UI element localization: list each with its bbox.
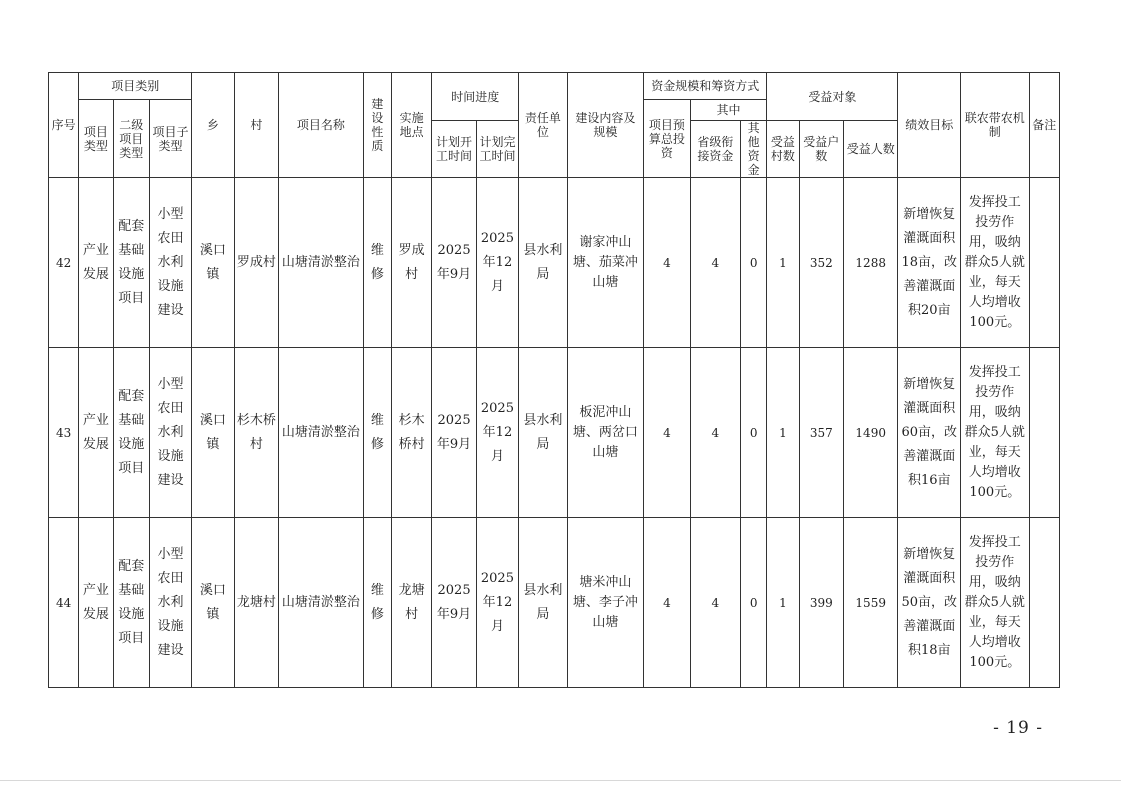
cell-people: 1559 [843, 518, 897, 688]
cell-sub-type: 小型农田水利设施建设 [149, 348, 191, 518]
cell-other: 0 [741, 348, 767, 518]
header-sub-type: 项目子类型 [149, 100, 191, 178]
header-schedule-group: 时间进度 [432, 73, 519, 121]
cell-other: 0 [741, 178, 767, 348]
cell-start: 2025年9月 [432, 348, 476, 518]
header-total-budget: 项目预算总投资 [644, 100, 690, 178]
cell-project-name: 山塘清淤整治 [279, 518, 364, 688]
cell-villages: 1 [767, 178, 799, 348]
cell-villages: 1 [767, 518, 799, 688]
cell-seq: 44 [49, 518, 79, 688]
cell-end: 2025年12月 [476, 348, 518, 518]
cell-project-name: 山塘清淤整治 [279, 348, 364, 518]
header-farmer-link: 联农带农机制 [960, 73, 1029, 178]
cell-seq: 43 [49, 348, 79, 518]
cell-households: 352 [799, 178, 843, 348]
cell-provincial: 4 [690, 518, 740, 688]
header-plan-start: 计划开工时间 [432, 121, 476, 178]
cell-performance: 新增恢复灌溉面积18亩，改善灌溉面积20亩 [898, 178, 961, 348]
cell-sub-type: 小型农田水利设施建设 [149, 518, 191, 688]
cell-households: 399 [799, 518, 843, 688]
cell-project-type: 产业发展 [79, 348, 113, 518]
cell-households: 357 [799, 348, 843, 518]
cell-nature: 维修 [363, 518, 391, 688]
header-people: 受益人数 [843, 121, 897, 178]
cell-total: 4 [644, 178, 690, 348]
cell-remarks [1029, 348, 1059, 518]
header-plan-end: 计划完工时间 [476, 121, 518, 178]
cell-content: 塘米冲山塘、李子冲山塘 [567, 518, 644, 688]
header-funding-group: 资金规模和筹资方式 [644, 73, 767, 100]
header-provincial: 省级衔接资金 [690, 121, 740, 178]
cell-secondary-type: 配套基础设施项目 [113, 518, 149, 688]
cell-site: 杉木桥村 [392, 348, 432, 518]
cell-town: 溪口镇 [192, 178, 234, 348]
cell-performance: 新增恢复灌溉面积60亩，改善灌溉面积16亩 [898, 348, 961, 518]
header-beneficiary-group: 受益对象 [767, 73, 898, 121]
header-town: 乡 [192, 73, 234, 178]
cell-start: 2025年9月 [432, 178, 476, 348]
cell-village: 罗成村 [234, 178, 278, 348]
cell-responsible: 县水利局 [519, 348, 567, 518]
project-table [48, 72, 1060, 688]
header-secondary-type: 二级项目类型 [113, 100, 149, 178]
header-village: 村 [234, 73, 278, 178]
cell-villages: 1 [767, 348, 799, 518]
header-remarks: 备注 [1029, 73, 1059, 178]
cell-people: 1288 [843, 178, 897, 348]
cell-secondary-type: 配套基础设施项目 [113, 348, 149, 518]
header-construction-nature: 建设性质 [363, 73, 391, 178]
cell-nature: 维修 [363, 348, 391, 518]
cell-site: 龙塘村 [392, 518, 432, 688]
table-row [49, 518, 1060, 688]
header-seq: 序号 [49, 73, 79, 178]
cell-content: 谢家冲山塘、茄菜冲山塘 [567, 178, 644, 348]
cell-other: 0 [741, 518, 767, 688]
header-households: 受益户数 [799, 121, 843, 178]
header-project-name: 项目名称 [279, 73, 364, 178]
cell-remarks [1029, 518, 1059, 688]
header-villages-benefited: 受益村数 [767, 121, 799, 178]
header-category-group: 项目类别 [79, 73, 192, 100]
cell-remarks [1029, 178, 1059, 348]
header-responsible: 责任单位 [519, 73, 567, 178]
cell-responsible: 县水利局 [519, 518, 567, 688]
page-number: - 19 - [993, 718, 1043, 738]
header-performance: 绩效目标 [898, 73, 961, 178]
cell-secondary-type: 配套基础设施项目 [113, 178, 149, 348]
cell-total: 4 [644, 348, 690, 518]
cell-start: 2025年9月 [432, 518, 476, 688]
cell-farmer-link: 发挥投工投劳作用，吸纳群众5人就业，每天人均增收100元。 [960, 348, 1029, 518]
cell-responsible: 县水利局 [519, 178, 567, 348]
cell-site: 罗成村 [392, 178, 432, 348]
cell-nature: 维修 [363, 178, 391, 348]
header-other-funds: 其他资金 [741, 121, 767, 178]
cell-sub-type: 小型农田水利设施建设 [149, 178, 191, 348]
cell-provincial: 4 [690, 348, 740, 518]
header-site: 实施地点 [392, 73, 432, 178]
header-project-type: 项目类型 [79, 100, 113, 178]
cell-end: 2025年12月 [476, 518, 518, 688]
cell-farmer-link: 发挥投工投劳作用，吸纳群众5人就业，每天人均增收100元。 [960, 518, 1029, 688]
scan-edge-line [0, 780, 1121, 781]
cell-village: 龙塘村 [234, 518, 278, 688]
cell-project-type: 产业发展 [79, 178, 113, 348]
cell-town: 溪口镇 [192, 518, 234, 688]
cell-town: 溪口镇 [192, 348, 234, 518]
cell-end: 2025年12月 [476, 178, 518, 348]
cell-total: 4 [644, 518, 690, 688]
table-row [49, 178, 1060, 348]
cell-performance: 新增恢复灌溉面积50亩，改善灌溉面积18亩 [898, 518, 961, 688]
cell-content: 板泥冲山塘、两岔口山塘 [567, 348, 644, 518]
cell-provincial: 4 [690, 178, 740, 348]
cell-farmer-link: 发挥投工投劳作用，吸纳群众5人就业，每天人均增收100元。 [960, 178, 1029, 348]
table-row [49, 348, 1060, 518]
header-of-which: 其中 [690, 100, 767, 121]
cell-seq: 42 [49, 178, 79, 348]
cell-project-name: 山塘清淤整治 [279, 178, 364, 348]
header-content-scale: 建设内容及规模 [567, 73, 644, 178]
cell-people: 1490 [843, 348, 897, 518]
cell-village: 杉木桥村 [234, 348, 278, 518]
cell-project-type: 产业发展 [79, 518, 113, 688]
